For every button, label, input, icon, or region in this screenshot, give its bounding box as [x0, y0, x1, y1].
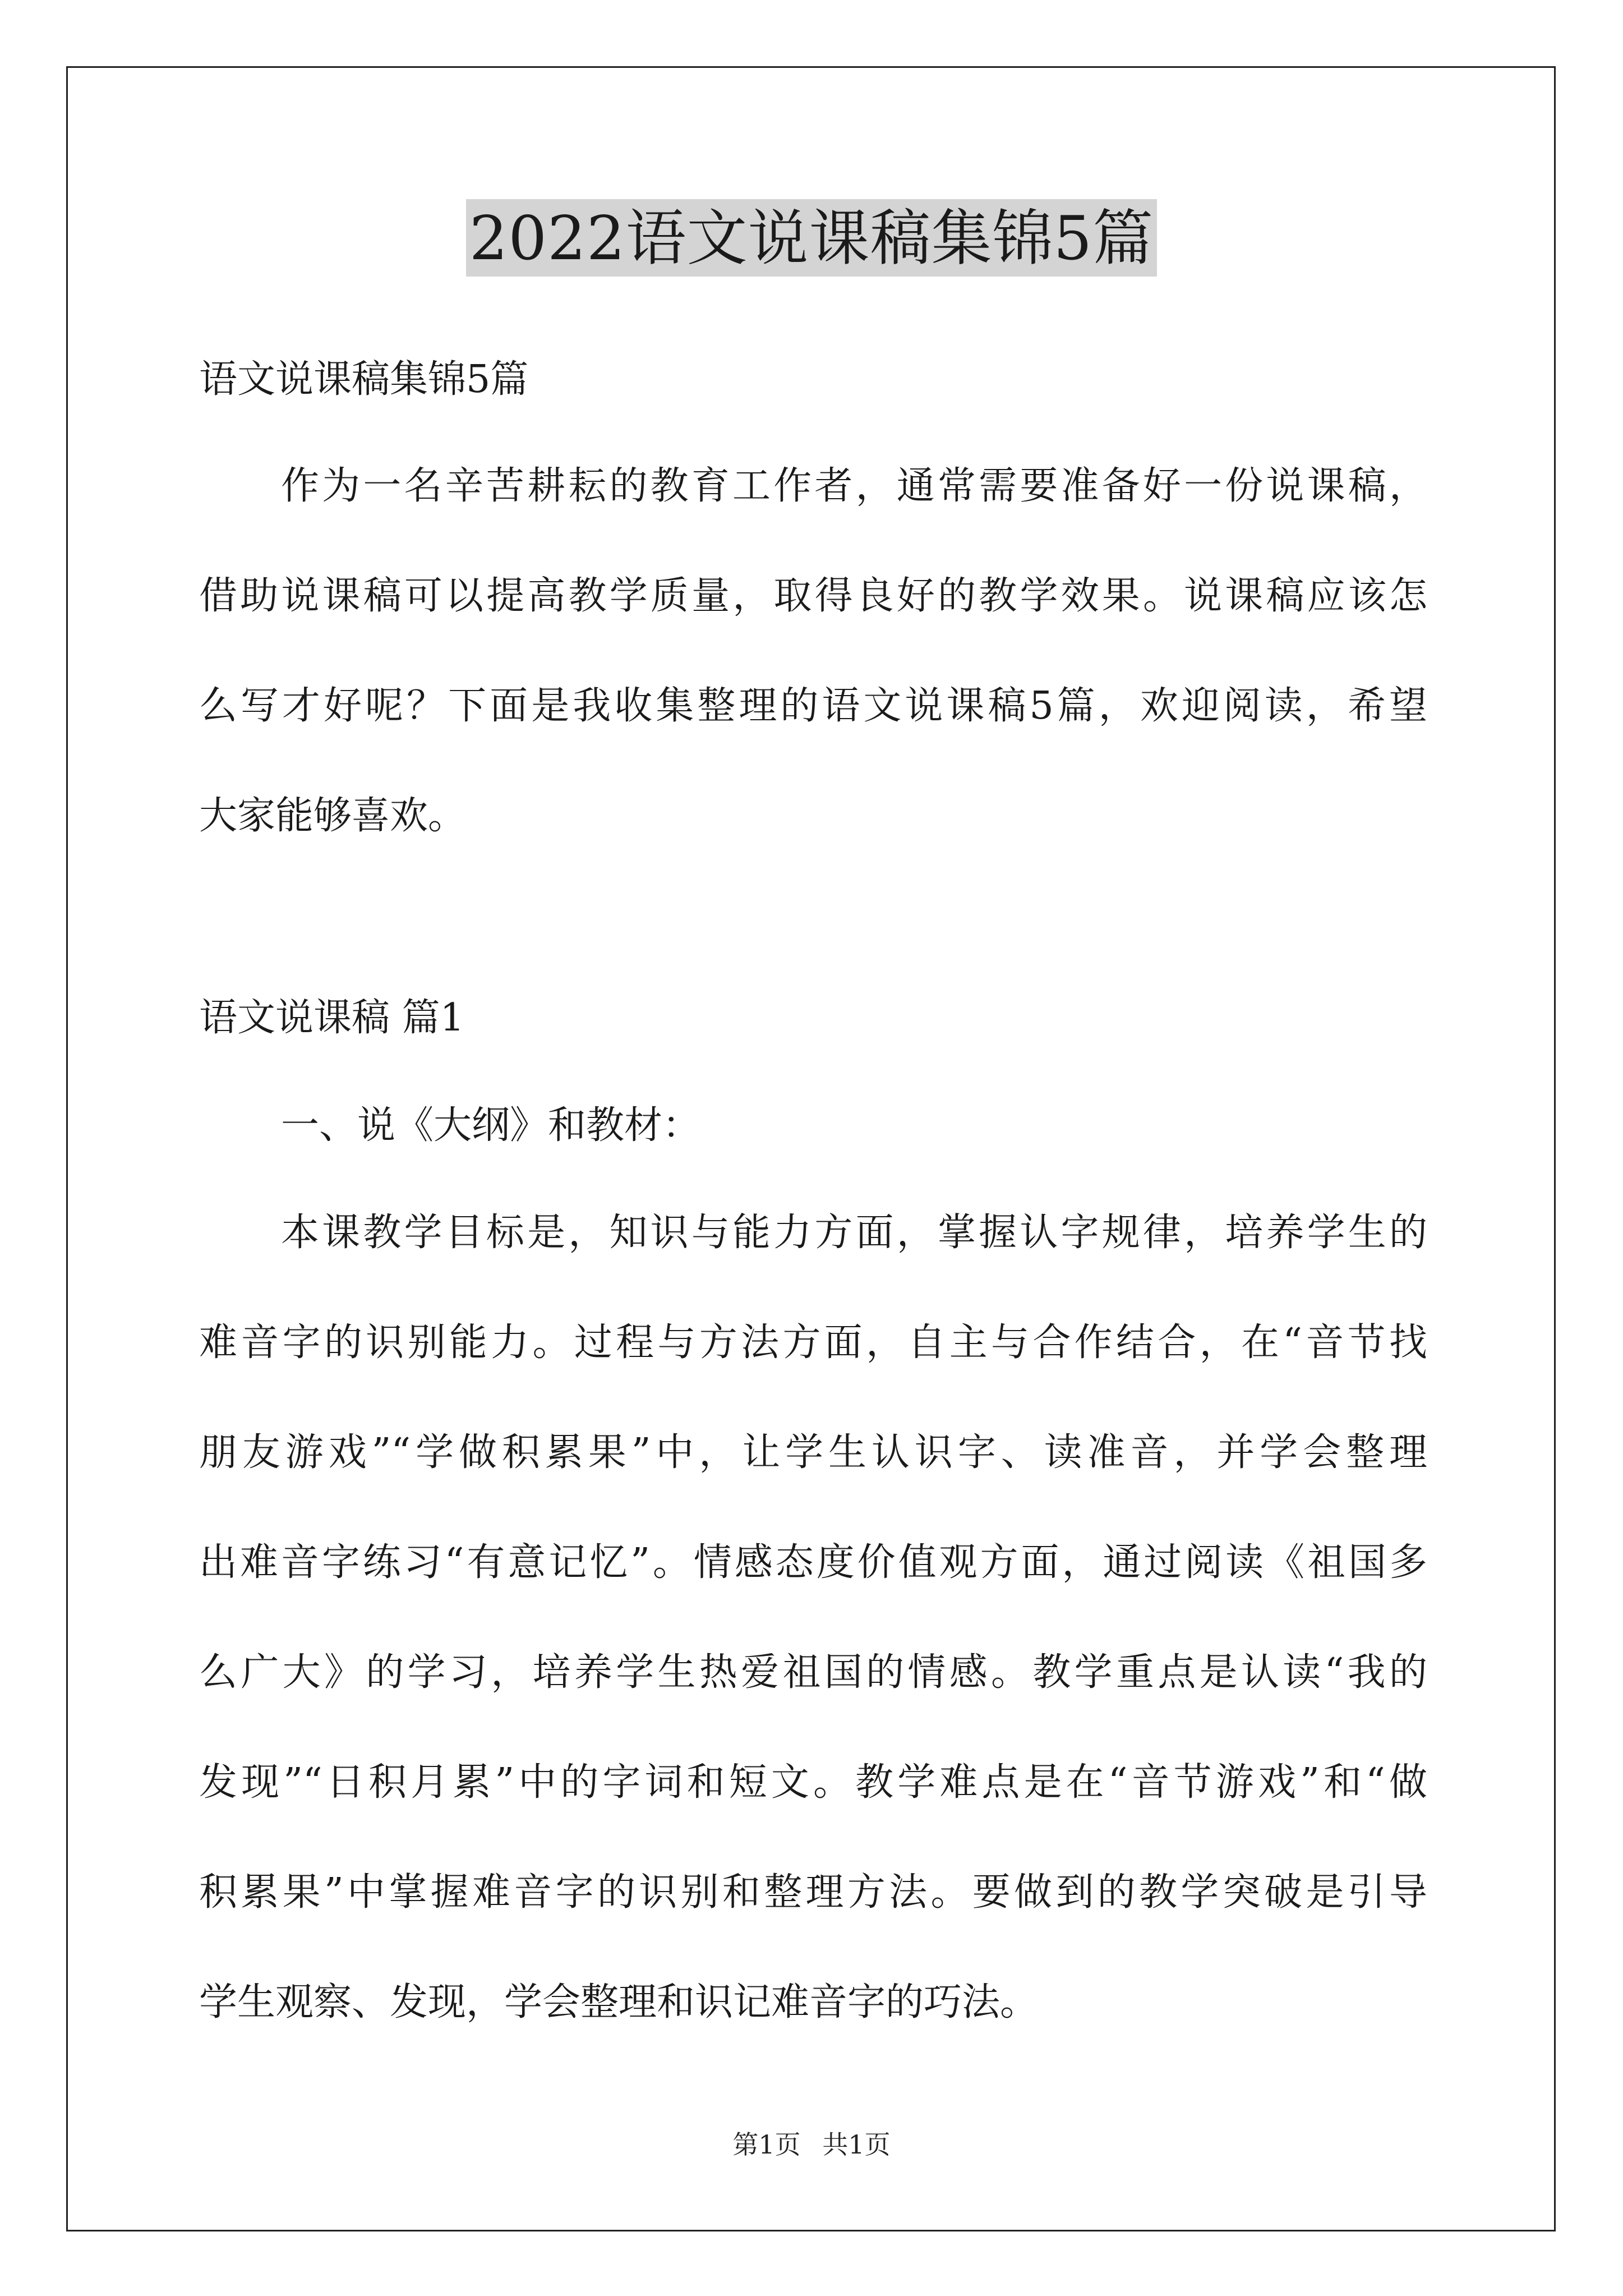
body-line: 出难音字练习“有意记忆”。情感态度价值观方面，通过阅读《祖国多 — [199, 1540, 1427, 1585]
intro-line: 作为一名辛苦耕耘的教育工作者，通常需要准备好一份说课稿， — [281, 464, 1427, 508]
page-footer — [0, 2128, 1623, 2161]
intro-line: 借助说课稿可以提高教学质量，取得良好的教学效果。说课稿应该怎 — [199, 574, 1427, 618]
body-line: 积累果”中掌握难音字的识别和整理方法。要做到的教学突破是引导 — [199, 1870, 1427, 1915]
section-subheading: 一、说《大纲》和教材： — [281, 1103, 701, 1148]
document-subtitle: 语文说课稿集锦5篇 — [199, 357, 529, 402]
body-line: 难音字的识别能力。过程与方法方面，自主与合作结合，在“音节找 — [199, 1320, 1427, 1365]
intro-line: 大家能够喜欢。 — [199, 794, 467, 838]
page-total: 共1页 — [822, 2129, 891, 2160]
body-line: 本课教学目标是，知识与能力方面，掌握认字规律，培养学生的 — [281, 1211, 1427, 1255]
intro-line: 么写才好呢？下面是我收集整理的语文说课稿5篇，欢迎阅读，希望 — [199, 684, 1427, 728]
section-heading: 语文说课稿 篇1 — [199, 996, 464, 1040]
page-number: 第1页 — [732, 2129, 801, 2160]
body-line: 么广大》的学习，培养学生热爱祖国的情感。教学重点是认读“我的 — [199, 1650, 1427, 1695]
document-title: 2022语文说课稿集锦5篇 — [466, 199, 1158, 277]
body-line: 学生观察、发现，学会整理和识记难音字的巧法。 — [199, 1980, 1039, 2024]
body-line: 朋友游戏”“学做积累果”中，让学生认识字、读准音，并学会整理 — [199, 1430, 1427, 1475]
title-container — [0, 199, 1623, 277]
body-line: 发现”“日积月累”中的字词和短文。教学难点是在“音节游戏”和“做 — [199, 1760, 1427, 1805]
